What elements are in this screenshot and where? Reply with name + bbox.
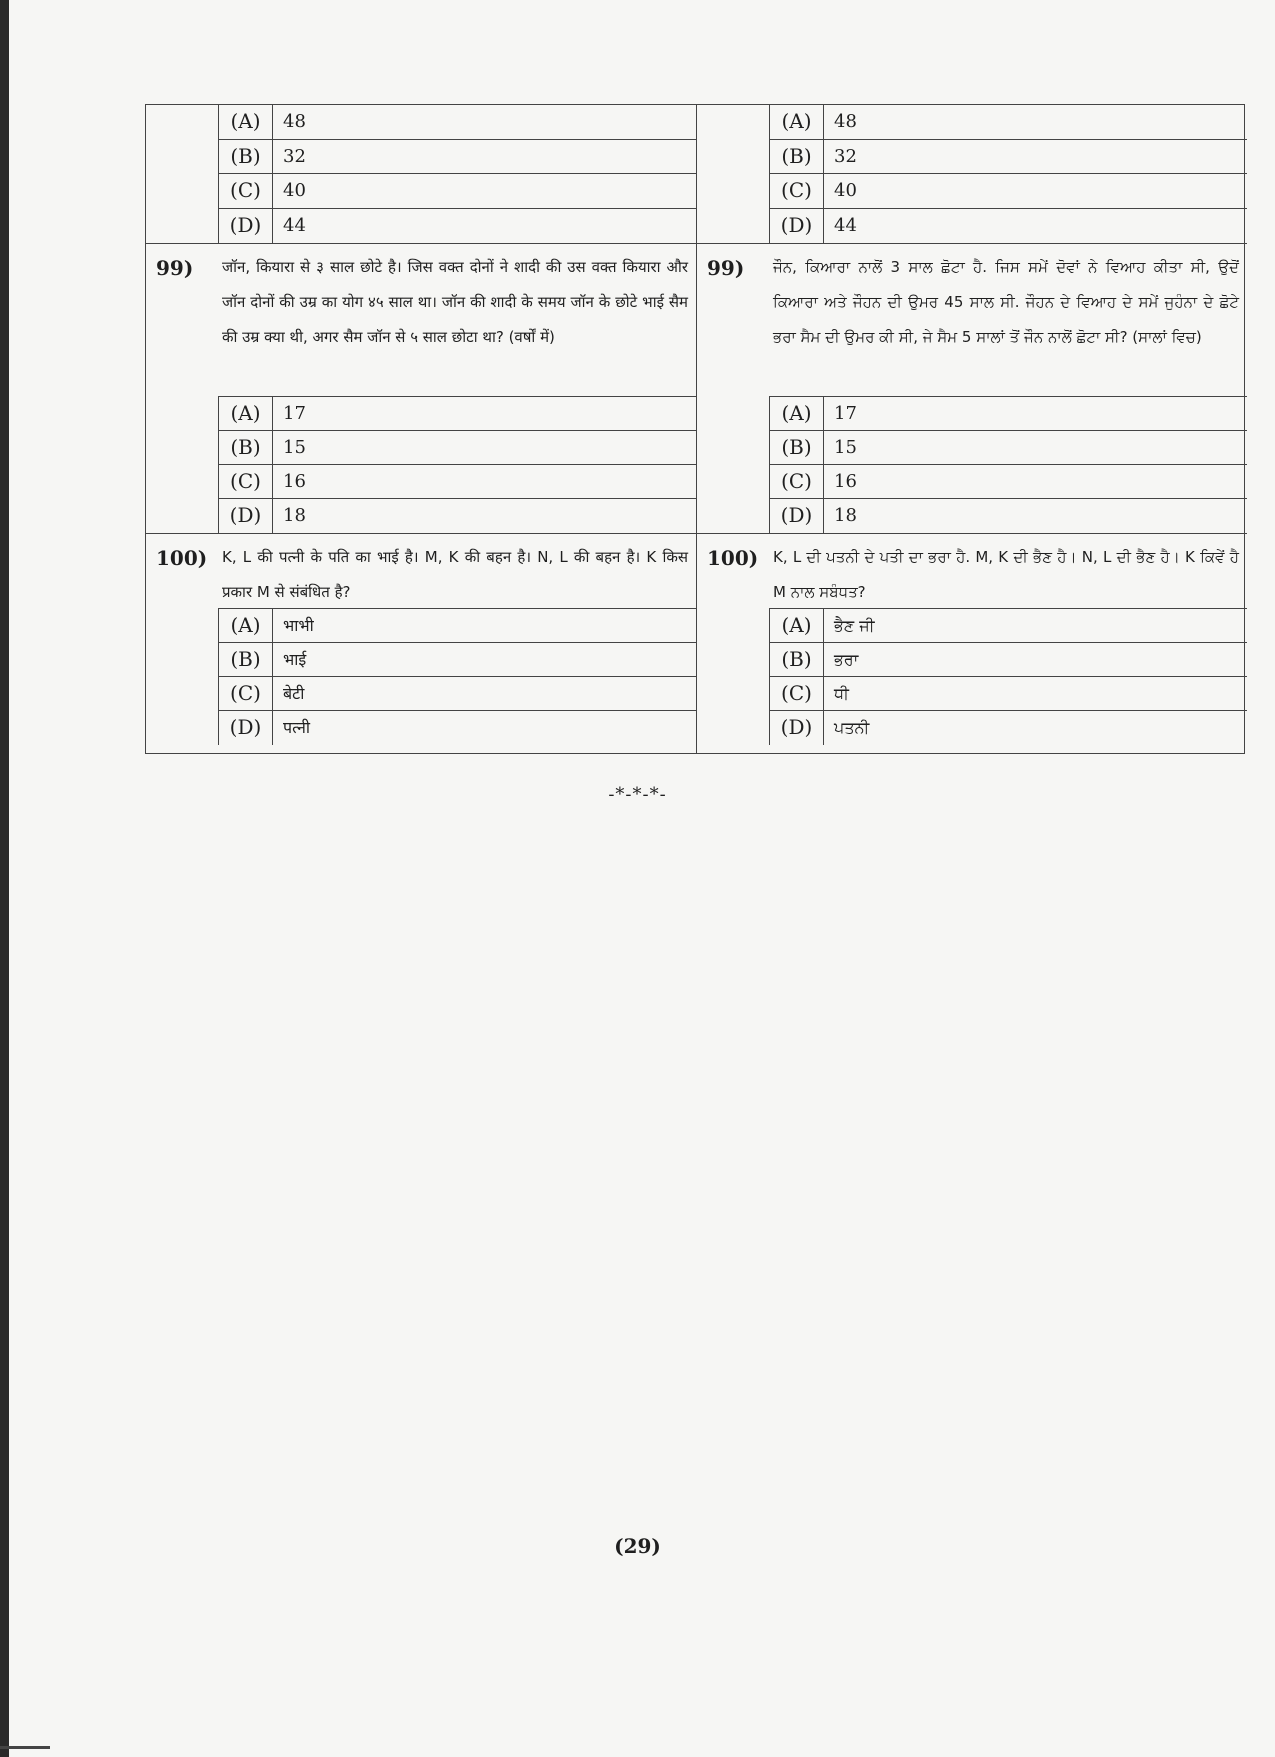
option-label: (D) [219, 209, 273, 244]
option-label: (C) [219, 677, 273, 710]
option-row [219, 609, 696, 643]
question-number: 99) [156, 256, 194, 280]
page-number: (29) [614, 1534, 661, 1558]
option-value: 16 [283, 471, 306, 492]
question-text: जॉन, कियारा से ३ साल छोटे है। जिस वक्त दोनों ने शादी की उस वक्त कियारा और जॉन दोनों की उम्र का योग ४५ साल था। जॉन की शादी के समय जॉन के छोटे भाई सैम की उम्र क्या थी, अगर सैम जॉन से ५ साल छोटा था? (वर्षों में) [222, 258, 688, 346]
option-value: भाभी [283, 616, 314, 635]
option-row [770, 711, 1247, 745]
options-table [769, 396, 1247, 533]
option-value: 16 [834, 471, 857, 492]
option-row [770, 140, 1247, 175]
option-row [219, 105, 696, 140]
question-number: 100) [156, 546, 208, 570]
option-value: 48 [283, 111, 306, 132]
option-value: ਭੈਣ ਜੀ [834, 616, 875, 635]
end-separator: -*-*-*- [608, 784, 667, 805]
option-label: (C) [770, 174, 824, 208]
option-row [770, 465, 1247, 499]
punjabi-column [696, 105, 1247, 753]
option-value: ਭਰਾ [834, 650, 859, 669]
option-value: 15 [283, 437, 306, 458]
option-value: 44 [834, 214, 857, 236]
option-label: (B) [770, 643, 824, 676]
option-label: (D) [770, 711, 824, 745]
option-row [770, 174, 1247, 209]
option-value: ਪਤਨੀ [834, 718, 870, 737]
option-label: (B) [770, 140, 824, 174]
option-label: (B) [770, 431, 824, 464]
option-row [770, 209, 1247, 244]
option-value: भाई [283, 650, 307, 669]
option-label: (D) [219, 711, 273, 745]
question-number: 99) [707, 256, 745, 280]
question-text: ਜੌਨ, ਕਿਆਰਾ ਨਾਲੋਂ 3 ਸਾਲ ਛੋਟਾ ਹੈ. ਜਿਸ ਸਮੇਂ ਦੋਵਾਂ ਨੇ ਵਿਆਹ ਕੀਤਾ ਸੀ, ਉਦੋਂ ਕਿਆਰਾ ਅਤੇ ਜੌਹਨ ਦੀ ਉਮਰ 45 ਸਾਲ ਸੀ. ਜੌਹਨ ਦੇ ਵਿਆਹ ਦੇ ਸਮੇਂ ਜੁਹੰਨਾ ਦੇ ਛੋਟੇ ਭਰਾ ਸੈਮ ਦੀ ਉਮਰ ਕੀ ਸੀ, ਜੇ ਸੈਮ 5 ਸਾਲਾਂ ਤੋਂ ਜੌਨ ਨਾਲੋਂ ਛੋਟਾ ਸੀ? (ਸਾਲਾਂ ਵਿਚ) [773, 258, 1239, 346]
question-text: K, L ਦੀ ਪਤਨੀ ਦੇ ਪਤੀ ਦਾ ਭਰਾ ਹੈ. M, K ਦੀ ਭੈਣ ਹੈ। N, L ਦੀ ਭੈਣ ਹੈ। K ਕਿਵੇਂ ਹੈ M ਨਾਲ ਸਬੰਧਤ? [773, 548, 1239, 601]
option-row [219, 174, 696, 209]
option-label: (C) [770, 465, 824, 498]
question-99-punjabi [697, 243, 1247, 534]
option-value: 15 [834, 437, 857, 458]
question-100-punjabi [697, 533, 1247, 756]
option-row [770, 677, 1247, 711]
option-value: 48 [834, 111, 857, 132]
option-row [770, 499, 1247, 533]
option-label: (D) [770, 499, 824, 533]
option-label: (A) [770, 105, 824, 139]
option-row [219, 465, 696, 499]
options-table [769, 105, 1247, 243]
option-row [219, 677, 696, 711]
option-label: (D) [770, 209, 824, 244]
option-value: बेटी [283, 684, 305, 703]
previous-question-options-hindi [146, 105, 696, 243]
options-table [218, 608, 696, 745]
option-label: (B) [219, 431, 273, 464]
option-label: (B) [219, 643, 273, 676]
option-value: 17 [834, 403, 857, 424]
option-value: 32 [283, 145, 306, 167]
option-row [770, 643, 1247, 677]
option-value: 40 [283, 180, 306, 201]
option-label: (C) [219, 174, 273, 208]
options-table [769, 608, 1247, 745]
option-row [219, 643, 696, 677]
option-label: (A) [219, 609, 273, 642]
question-table [145, 104, 1245, 754]
option-row [219, 140, 696, 175]
option-value: पत्नी [283, 718, 311, 737]
question-number: 100) [707, 546, 759, 570]
option-label: (A) [219, 397, 273, 430]
option-label: (B) [219, 140, 273, 174]
option-row [219, 431, 696, 465]
option-row [219, 209, 696, 244]
question-100-hindi [146, 533, 696, 756]
option-label: (C) [219, 465, 273, 498]
scan-edge [0, 0, 9, 1757]
option-value: 18 [834, 505, 857, 526]
option-row [770, 105, 1247, 140]
option-value: 40 [834, 180, 857, 201]
option-row [219, 711, 696, 745]
option-value: 18 [283, 505, 306, 526]
options-table [218, 396, 696, 533]
option-label: (A) [770, 609, 824, 642]
option-label: (A) [219, 105, 273, 139]
option-value: 17 [283, 403, 306, 424]
option-label: (D) [219, 499, 273, 533]
previous-question-options-punjabi [697, 105, 1247, 243]
option-row [770, 609, 1247, 643]
option-row [219, 397, 696, 431]
option-row [219, 499, 696, 533]
option-label: (A) [770, 397, 824, 430]
option-value: 44 [283, 214, 306, 236]
scan-mark [0, 1746, 50, 1749]
hindi-column [146, 105, 696, 753]
option-value: 32 [834, 145, 857, 167]
option-value: ਧੀ [834, 684, 849, 703]
option-label: (C) [770, 677, 824, 710]
option-row [770, 397, 1247, 431]
option-row [770, 431, 1247, 465]
options-table [218, 105, 696, 243]
question-99-hindi [146, 243, 696, 534]
question-text: K, L की पत्नी के पति का भाई है। M, K की बहन है। N, L की बहन है। K किस प्रकार M से संबंधित है? [222, 548, 688, 601]
